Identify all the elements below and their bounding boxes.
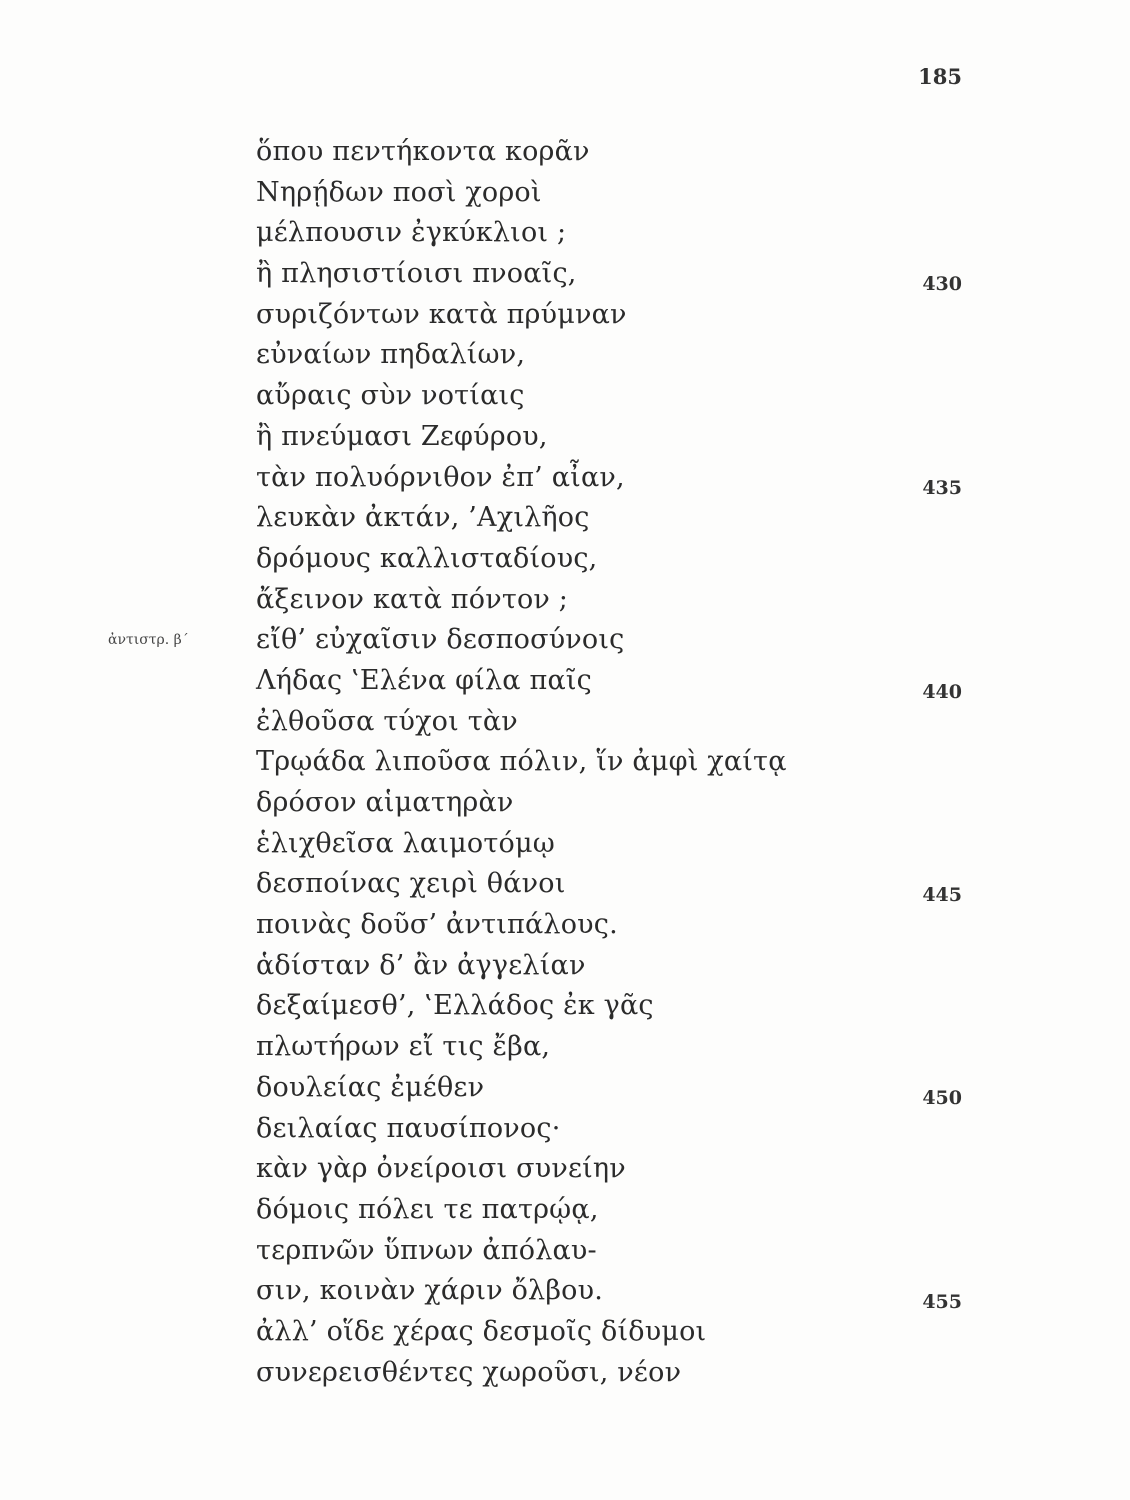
verse-line: ἀλλ’ οἵδε χέρας δεσμοῖς δίδυμοι bbox=[256, 1315, 707, 1347]
verse-line: δεξαίμεσθ’, ‛Ελλάδος ἐκ γᾶς bbox=[256, 990, 654, 1022]
verse-line: δεσποίνας χειρὶ θάνοι bbox=[256, 868, 566, 900]
verse-line: δρόσον αἱματηρὰν bbox=[256, 787, 514, 818]
verse-block bbox=[256, 132, 787, 1393]
verse-line: ἄξεινον κατὰ πόντον ; bbox=[256, 583, 569, 615]
verse-line: δουλείας ἐμέθεν bbox=[256, 1071, 485, 1103]
verse-line: ἢ πλησιστίοισι πνοαῖς, bbox=[256, 258, 577, 290]
verse-line: ποινὰς δοῦσ’ ἀντιπάλους. bbox=[256, 909, 618, 941]
verse-line: δρόμους καλλισταδίους, bbox=[256, 542, 598, 574]
verse-line: εὐναίων πηδαλίων, bbox=[256, 339, 526, 371]
verse-line: ἁδίσταν δ’ ἂν ἀγγελίαν bbox=[256, 949, 586, 981]
verse-line: δειλαίας παυσίπονος· bbox=[256, 1112, 561, 1144]
verse-line: συνερεισθέντες χωροῦσι, νέον bbox=[256, 1356, 682, 1388]
verse-line: πλωτήρων εἴ τις ἔβα, bbox=[256, 1031, 551, 1063]
verse-line: ἢ πνεύμασι Ζεφύρου, bbox=[256, 420, 548, 452]
verse-line: κὰν γὰρ ὀνείροισι συνείην bbox=[256, 1153, 626, 1185]
page-number: 185 bbox=[918, 64, 962, 89]
verse-line: ἑλιχθεῖσα λαιμοτόμῳ bbox=[256, 827, 555, 859]
line-number-435: 435 bbox=[922, 477, 962, 499]
verse-line: δόμοις πόλει τε πατρῴᾳ, bbox=[256, 1193, 599, 1225]
verse-line: ὅπου πεντήκοντα κορᾶν bbox=[256, 136, 590, 167]
verse-line: Τρῳάδα λιποῦσα πόλιν, ἵν ἀμφὶ χαίτᾳ bbox=[256, 746, 787, 778]
verse-line: Νηρῄδων ποσὶ χοροὶ bbox=[256, 176, 542, 208]
verse-line: τὰν πολυόρνιθον ἐπ’ αἶαν, bbox=[256, 461, 625, 493]
verse-line: τερπνῶν ὕπνων ἀπόλαυ- bbox=[256, 1234, 597, 1266]
verse-line: ἐλθοῦσα τύχοι τὰν bbox=[256, 705, 518, 737]
strophe-label: ἀντιστρ. β΄ bbox=[108, 632, 189, 648]
line-number-455: 455 bbox=[922, 1291, 962, 1313]
verse-line: συριζόντων κατὰ πρύμναν bbox=[256, 298, 627, 330]
verse-line: αὔραις σὺν νοτίαις bbox=[256, 380, 525, 412]
verse-line: λευκὰν ἀκτάν, ’Αχιλῆος bbox=[256, 502, 590, 534]
line-number-430: 430 bbox=[922, 273, 962, 295]
verse-line: μέλπουσιν ἐγκύκλιοι ; bbox=[256, 217, 567, 249]
verse-line: σιν, κοινὰν χάριν ὄλβου. bbox=[256, 1275, 604, 1307]
verse-line: εἴθ’ εὐχαῖσιν δεσποσύνοις bbox=[256, 624, 625, 656]
line-number-440: 440 bbox=[922, 681, 962, 703]
line-number-450: 450 bbox=[922, 1087, 962, 1109]
verse-line: Λήδας ‛Ελένα φίλα παῖς bbox=[256, 664, 592, 696]
line-number-445: 445 bbox=[922, 884, 962, 906]
